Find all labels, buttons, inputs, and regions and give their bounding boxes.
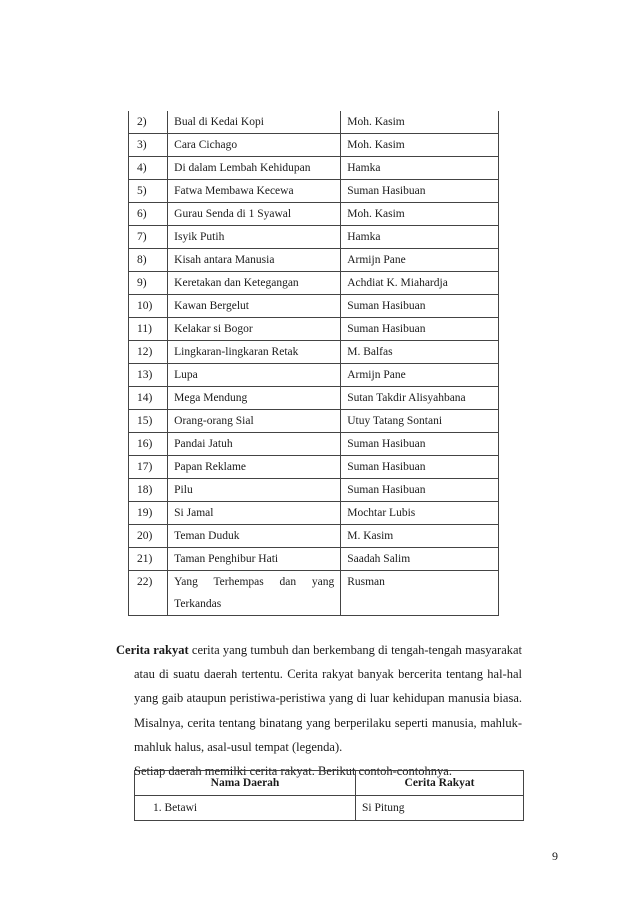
- header-cerita-rakyat: Cerita Rakyat: [356, 771, 524, 796]
- header-nama-daerah: Nama Daerah: [135, 771, 356, 796]
- author-cell: Suman Hasibuan: [341, 180, 499, 203]
- row-number-cell: 15): [129, 410, 168, 433]
- author-cell: Utuy Tatang Sontani: [341, 410, 499, 433]
- title-cell: Papan Reklame: [168, 456, 341, 479]
- table-row: [129, 433, 499, 456]
- author-cell: Moh. Kasim: [341, 203, 499, 226]
- title-cell: Kisah antara Manusia: [168, 249, 341, 272]
- row-number-cell: 18): [129, 479, 168, 502]
- region-cell: 1. Betawi: [135, 796, 356, 821]
- title-cell: Keretakan dan Ketegangan: [168, 272, 341, 295]
- author-cell: Suman Hasibuan: [341, 433, 499, 456]
- table-row: [129, 341, 499, 364]
- author-cell: Suman Hasibuan: [341, 456, 499, 479]
- author-cell: Moh. Kasim: [341, 134, 499, 157]
- title-cell: Lupa: [168, 364, 341, 387]
- table-row: [129, 134, 499, 157]
- table-row: [129, 249, 499, 272]
- title-cell: Pilu: [168, 479, 341, 502]
- title-cell: Pandai Jatuh: [168, 433, 341, 456]
- region-story-table: [134, 770, 524, 821]
- definition-body: cerita yang tumbuh dan berkembang di tengah-tengah masyarakat atau di suatu daerah tertentu. Cerita rakyat banyak bercerita tentang hal-hal yang gaib ataupun peristiwa-peristiwa yang di luar kehidupan manusia biasa. Misalnya, cerita tentang binatang yang berperilaku seperti manusia, mahluk-mahluk halus, asal-usul tempat (legenda).: [134, 643, 523, 754]
- author-cell: Suman Hasibuan: [341, 318, 499, 341]
- title-cell: Fatwa Membawa Kecewa: [168, 180, 341, 203]
- title-cell: Gurau Senda di 1 Syawal: [168, 203, 341, 226]
- table-row: [129, 226, 499, 249]
- title-cell: Orang-orang Sial: [168, 410, 341, 433]
- row-number-cell: 6): [129, 203, 168, 226]
- table-row: [129, 111, 499, 134]
- table-row: [135, 796, 524, 821]
- title-cell: Si Jamal: [168, 502, 341, 525]
- term-cerita-rakyat: Cerita rakyat: [116, 643, 189, 657]
- book-list-body: [129, 111, 499, 616]
- table-row: [129, 180, 499, 203]
- cerita-rakyat-paragraph: [116, 638, 522, 783]
- row-number-cell: 5): [129, 180, 168, 203]
- author-cell: Saadah Salim: [341, 548, 499, 571]
- table-row: [129, 410, 499, 433]
- title-cell: Mega Mendung: [168, 387, 341, 410]
- table-row: [129, 479, 499, 502]
- row-number-cell: 12): [129, 341, 168, 364]
- table-row: [129, 548, 499, 571]
- table-row: [129, 456, 499, 479]
- author-cell: Suman Hasibuan: [341, 295, 499, 318]
- author-cell: Achdiat K. Miahardja: [341, 272, 499, 295]
- author-cell: Hamka: [341, 157, 499, 180]
- author-cell: M. Balfas: [341, 341, 499, 364]
- title-cell: Isyik Putih: [168, 226, 341, 249]
- author-cell: Moh. Kasim: [341, 111, 499, 134]
- table-row: [129, 272, 499, 295]
- row-number-cell: 7): [129, 226, 168, 249]
- region-table-header: [135, 771, 524, 796]
- table-row: [129, 525, 499, 548]
- row-number-cell: 9): [129, 272, 168, 295]
- row-number-cell: 3): [129, 134, 168, 157]
- table-row: [129, 318, 499, 341]
- row-number-cell: 19): [129, 502, 168, 525]
- author-cell: Armijn Pane: [341, 249, 499, 272]
- title-cell: Yang Terhempas dan yang Terkandas: [168, 571, 341, 616]
- title-cell: Kawan Bergelut: [168, 295, 341, 318]
- row-number-cell: 16): [129, 433, 168, 456]
- author-cell: Hamka: [341, 226, 499, 249]
- table-row: [129, 295, 499, 318]
- row-number-cell: 14): [129, 387, 168, 410]
- author-cell: Sutan Takdir Alisyahbana: [341, 387, 499, 410]
- title-cell: Teman Duduk: [168, 525, 341, 548]
- title-cell: Taman Penghibur Hati: [168, 548, 341, 571]
- title-cell: Lingkaran-lingkaran Retak: [168, 341, 341, 364]
- row-number-cell: 11): [129, 318, 168, 341]
- title-cell: Kelakar si Bogor: [168, 318, 341, 341]
- row-number-cell: 22): [129, 571, 168, 616]
- author-cell: Armijn Pane: [341, 364, 499, 387]
- author-cell: M. Kasim: [341, 525, 499, 548]
- definition-text: [116, 638, 522, 759]
- intro-sentence: Setiap daerah memilki cerita rakyat. Berikut contoh-contohnya.: [134, 764, 452, 779]
- story-cell: Si Pitung: [356, 796, 524, 821]
- book-list-table: [128, 111, 499, 616]
- row-number-cell: 8): [129, 249, 168, 272]
- row-number-cell: 10): [129, 295, 168, 318]
- row-number-cell: 21): [129, 548, 168, 571]
- author-cell: Mochtar Lubis: [341, 502, 499, 525]
- author-cell: Rusman: [341, 571, 499, 616]
- table-row: [129, 364, 499, 387]
- title-cell: Cara Cichago: [168, 134, 341, 157]
- title-cell: Di dalam Lembah Kehidupan: [168, 157, 341, 180]
- row-number-cell: 17): [129, 456, 168, 479]
- table-row: [129, 157, 499, 180]
- row-number-cell: 2): [129, 111, 168, 134]
- title-cell: Bual di Kedai Kopi: [168, 111, 341, 134]
- author-cell: Suman Hasibuan: [341, 479, 499, 502]
- page-number: 9: [552, 849, 558, 863]
- table-row: [129, 571, 499, 616]
- row-number-cell: 20): [129, 525, 168, 548]
- table-row: [129, 203, 499, 226]
- table-row: [129, 387, 499, 410]
- row-number-cell: 13): [129, 364, 168, 387]
- table-row: [129, 502, 499, 525]
- row-number-cell: 4): [129, 157, 168, 180]
